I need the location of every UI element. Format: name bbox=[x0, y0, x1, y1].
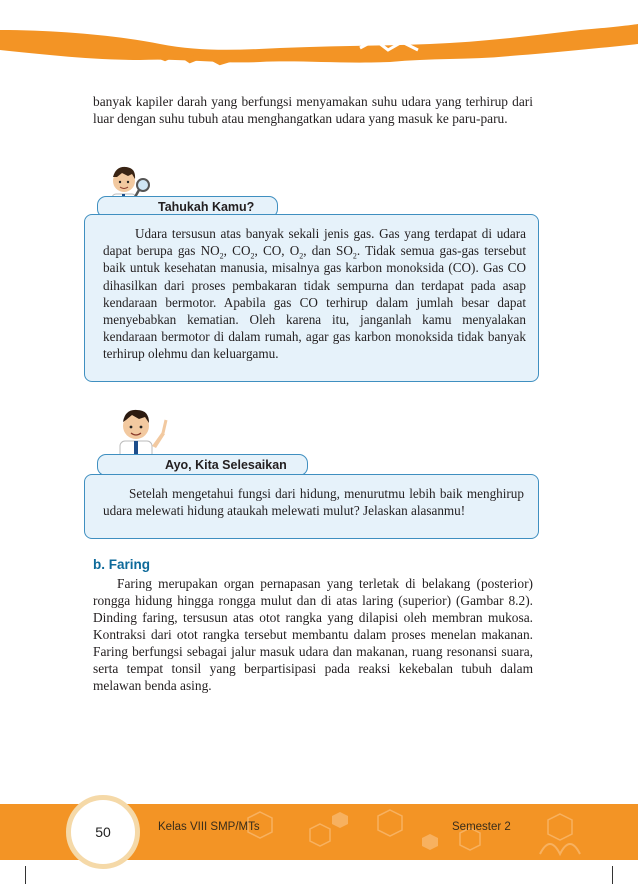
crop-mark bbox=[612, 866, 613, 884]
ayo-kita-selesaikan-box bbox=[84, 474, 539, 539]
intro-paragraph: banyak kapiler darah yang berfungsi menyamakan suhu udara yang terhirup dari luar dengan suhu tubuh atau menghangatkan udara yang masuk ke paru-paru. bbox=[93, 94, 533, 126]
tahukah-kamu-label: Tahukah Kamu? bbox=[158, 200, 255, 214]
tahukah-kamu-box bbox=[84, 214, 539, 382]
ayo-kita-selesaikan-text: Setelah mengetahui fungsi dari hidung, menurutmu lebih baik menghirup udara melewati hidung ataukah melewati mulut? Jelaskan alasanmu! bbox=[103, 486, 524, 519]
crop-mark bbox=[25, 866, 26, 884]
footer-semester-label: Semester 2 bbox=[452, 821, 511, 833]
page-number: 50 bbox=[95, 824, 111, 840]
ayo-kita-selesaikan-tab bbox=[97, 454, 308, 476]
page-number-badge bbox=[66, 795, 140, 869]
section-heading-faring: b. Faring bbox=[93, 557, 150, 572]
faring-paragraph: Faring merupakan organ pernapasan yang terletak di belakang (posterior) rongga hidung hingga rongga mulut dan di atas laring (superior) (Gambar 8.2). Dinding faring, tersusun atas otot rangka yang dilapisi oleh membran mukosa. Kontraksi dari otot rangka tersebut membantu dalam proses menelan makanan. Faring berfungsi sebagai jalur masuk udara dan makanan, ruang resonansi suara, serta tempat tonsil yang berpartisipasi pada reaksi kekebalan tubuh dalam melawan benda asing. bbox=[93, 576, 533, 693]
header-brush-band bbox=[0, 0, 638, 70]
footer-class-label: Kelas VIII SMP/MTs bbox=[158, 821, 260, 833]
tahukah-kamu-text: Udara tersusun atas banyak sekali jenis gas. Gas yang terdapat di udara dapat berupa gas $NO_2$, $CO_2$, CO, $O_2$, dan $SO_2$. Tidak semua gas-gas tersebut baik untuk kesehatan manusia, misalnya gas karbon monoksida (CO). Gas CO dihasilkan dari proses pembakaran tidak sempurna dan terdapat pada asap kendaraan bermotor. Apabila gas CO terhirup dalam jumlah besar dapat menyebabkan kematian. Oleh karena itu, janganlah kamu menyalakan kendaraan bermotor di dalam rumah, agar gas karbon monoksida tidak banyak terhirup olehmu dan keluargamu. bbox=[103, 226, 527, 362]
ayo-kita-selesaikan-label: Ayo, Kita Selesaikan bbox=[165, 458, 287, 472]
